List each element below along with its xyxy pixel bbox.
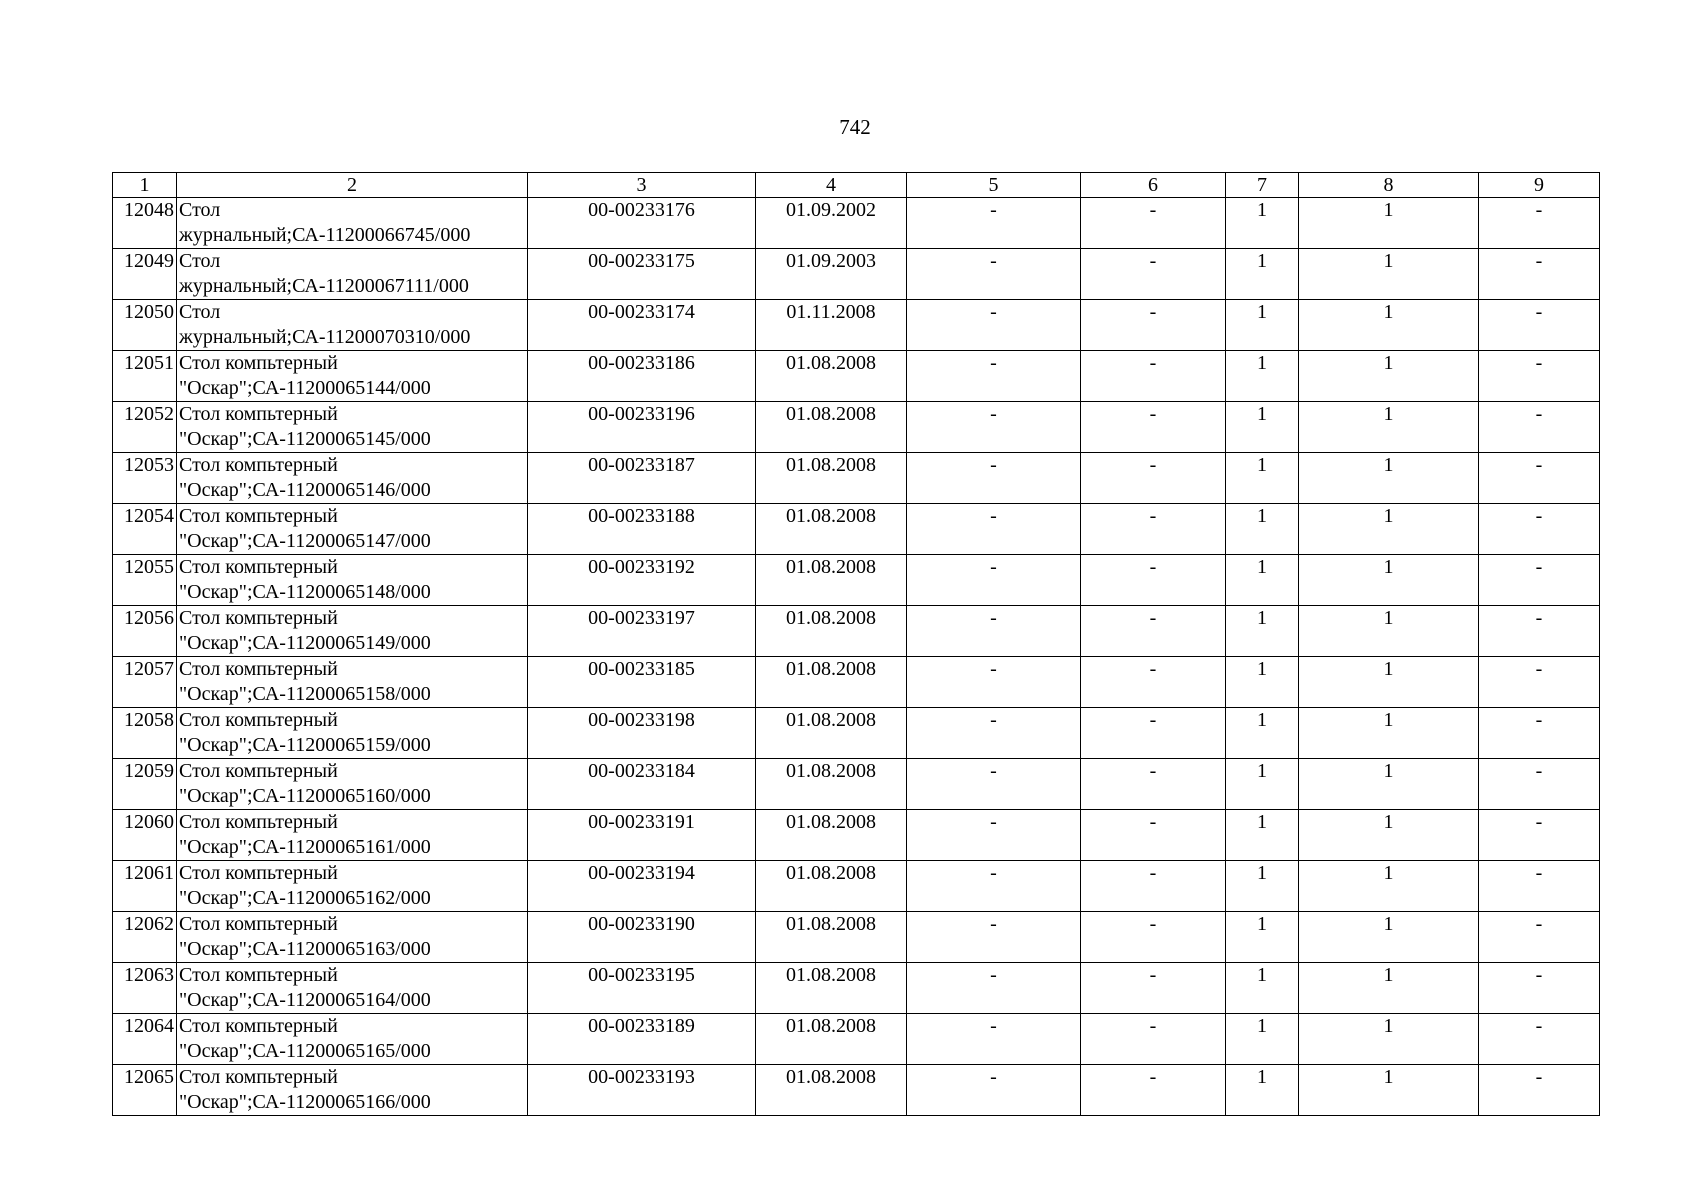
column-9-cell: - xyxy=(1479,504,1600,555)
table-row xyxy=(113,249,1600,300)
column-5-cell: - xyxy=(907,198,1081,249)
item-name-cell xyxy=(177,708,528,759)
table-row xyxy=(113,810,1600,861)
column-8-cell: 1 xyxy=(1299,912,1479,963)
column-5-cell: - xyxy=(907,555,1081,606)
date-cell: 01.08.2008 xyxy=(756,1014,907,1065)
column-9-cell: - xyxy=(1479,912,1600,963)
item-name-cell xyxy=(177,1065,528,1116)
column-8-cell: 1 xyxy=(1299,300,1479,351)
row-number-cell: 12062 xyxy=(113,912,177,963)
item-name-line-1: Стол компьтерный xyxy=(179,1015,338,1037)
column-7-cell: 1 xyxy=(1226,351,1299,402)
column-9-cell: - xyxy=(1479,249,1600,300)
column-header: 5 xyxy=(907,173,1081,198)
row-number-cell: 12051 xyxy=(113,351,177,402)
column-7-cell: 1 xyxy=(1226,453,1299,504)
item-name-cell xyxy=(177,861,528,912)
date-cell: 01.08.2008 xyxy=(756,402,907,453)
column-7-cell: 1 xyxy=(1226,198,1299,249)
date-cell: 01.08.2008 xyxy=(756,759,907,810)
column-7-cell: 1 xyxy=(1226,402,1299,453)
column-8-cell: 1 xyxy=(1299,249,1479,300)
table-row xyxy=(113,606,1600,657)
column-5-cell: - xyxy=(907,810,1081,861)
table-row xyxy=(113,1065,1600,1116)
column-5-cell: - xyxy=(907,759,1081,810)
inventory-code-cell: 00-00233176 xyxy=(528,198,756,249)
item-name-cell xyxy=(177,351,528,402)
column-6-cell: - xyxy=(1081,708,1226,759)
table-row xyxy=(113,555,1600,606)
item-name-line-1: Стол компьтерный xyxy=(179,862,338,884)
row-number-cell: 12065 xyxy=(113,1065,177,1116)
item-name-line-2: "Оскар";СА-11200065164/000 xyxy=(179,989,431,1011)
column-6-cell: - xyxy=(1081,555,1226,606)
item-name-line-2: "Оскар";СА-11200065147/000 xyxy=(179,530,431,552)
item-name-line-2: "Оскар";СА-11200065144/000 xyxy=(179,377,431,399)
column-8-cell: 1 xyxy=(1299,555,1479,606)
date-cell: 01.08.2008 xyxy=(756,912,907,963)
column-6-cell: - xyxy=(1081,1014,1226,1065)
column-6-cell: - xyxy=(1081,606,1226,657)
column-header: 9 xyxy=(1479,173,1600,198)
column-6-cell: - xyxy=(1081,198,1226,249)
column-header: 3 xyxy=(528,173,756,198)
column-9-cell: - xyxy=(1479,453,1600,504)
column-8-cell: 1 xyxy=(1299,759,1479,810)
column-9-cell: - xyxy=(1479,351,1600,402)
inventory-code-cell: 00-00233193 xyxy=(528,1065,756,1116)
item-name-line-2: "Оскар";СА-11200065161/000 xyxy=(179,836,431,858)
column-6-cell: - xyxy=(1081,1065,1226,1116)
column-header: 2 xyxy=(177,173,528,198)
column-7-cell: 1 xyxy=(1226,1014,1299,1065)
row-number-cell: 12048 xyxy=(113,198,177,249)
table-row xyxy=(113,861,1600,912)
column-7-cell: 1 xyxy=(1226,759,1299,810)
item-name-line-1: Стол компьтерный xyxy=(179,454,338,476)
column-9-cell: - xyxy=(1479,861,1600,912)
column-5-cell: - xyxy=(907,861,1081,912)
column-7-cell: 1 xyxy=(1226,606,1299,657)
item-name-cell xyxy=(177,249,528,300)
table-row xyxy=(113,300,1600,351)
column-7-cell: 1 xyxy=(1226,300,1299,351)
row-number-cell: 12050 xyxy=(113,300,177,351)
inventory-code-cell: 00-00233189 xyxy=(528,1014,756,1065)
column-5-cell: - xyxy=(907,606,1081,657)
inventory-code-cell: 00-00233196 xyxy=(528,402,756,453)
column-7-cell: 1 xyxy=(1226,912,1299,963)
item-name-line-2: "Оскар";СА-11200065165/000 xyxy=(179,1040,431,1062)
table-row xyxy=(113,708,1600,759)
item-name-cell xyxy=(177,555,528,606)
column-9-cell: - xyxy=(1479,963,1600,1014)
column-7-cell: 1 xyxy=(1226,249,1299,300)
inventory-code-cell: 00-00233186 xyxy=(528,351,756,402)
column-9-cell: - xyxy=(1479,759,1600,810)
item-name-line-2: "Оскар";СА-11200065160/000 xyxy=(179,785,431,807)
item-name-line-1: Стол компьтерный xyxy=(179,760,338,782)
table-row xyxy=(113,504,1600,555)
inventory-code-cell: 00-00233175 xyxy=(528,249,756,300)
column-6-cell: - xyxy=(1081,453,1226,504)
item-name-line-1: Стол xyxy=(179,301,221,323)
column-9-cell: - xyxy=(1479,606,1600,657)
column-7-cell: 1 xyxy=(1226,708,1299,759)
column-5-cell: - xyxy=(907,1065,1081,1116)
column-9-cell: - xyxy=(1479,198,1600,249)
item-name-cell xyxy=(177,810,528,861)
column-5-cell: - xyxy=(907,708,1081,759)
item-name-line-1: Стол компьтерный xyxy=(179,811,338,833)
column-8-cell: 1 xyxy=(1299,504,1479,555)
inventory-code-cell: 00-00233187 xyxy=(528,453,756,504)
column-header: 4 xyxy=(756,173,907,198)
item-name-line-2: журнальный;СА-11200070310/000 xyxy=(179,326,471,348)
row-number-cell: 12052 xyxy=(113,402,177,453)
column-8-cell: 1 xyxy=(1299,351,1479,402)
item-name-line-1: Стол компьтерный xyxy=(179,505,338,527)
table-row xyxy=(113,351,1600,402)
inventory-code-cell: 00-00233198 xyxy=(528,708,756,759)
item-name-line-2: "Оскар";СА-11200065166/000 xyxy=(179,1091,431,1113)
row-number-cell: 12064 xyxy=(113,1014,177,1065)
column-9-cell: - xyxy=(1479,1065,1600,1116)
item-name-line-2: журнальный;СА-11200066745/000 xyxy=(179,224,471,246)
item-name-line-2: журнальный;СА-11200067111/000 xyxy=(179,275,469,297)
table-row xyxy=(113,759,1600,810)
item-name-line-1: Стол xyxy=(179,250,221,272)
table-row xyxy=(113,657,1600,708)
row-number-cell: 12063 xyxy=(113,963,177,1014)
row-number-cell: 12055 xyxy=(113,555,177,606)
item-name-line-1: Стол xyxy=(179,199,221,221)
item-name-line-1: Стол компьтерный xyxy=(179,607,338,629)
column-9-cell: - xyxy=(1479,708,1600,759)
item-name-cell xyxy=(177,402,528,453)
item-name-line-2: "Оскар";СА-11200065145/000 xyxy=(179,428,431,450)
column-8-cell: 1 xyxy=(1299,1014,1479,1065)
row-number-cell: 12054 xyxy=(113,504,177,555)
date-cell: 01.08.2008 xyxy=(756,351,907,402)
column-7-cell: 1 xyxy=(1226,504,1299,555)
row-number-cell: 12056 xyxy=(113,606,177,657)
column-5-cell: - xyxy=(907,249,1081,300)
inventory-code-cell: 00-00233190 xyxy=(528,912,756,963)
item-name-line-2: "Оскар";СА-11200065148/000 xyxy=(179,581,431,603)
date-cell: 01.08.2008 xyxy=(756,708,907,759)
column-6-cell: - xyxy=(1081,300,1226,351)
column-header: 7 xyxy=(1226,173,1299,198)
column-7-cell: 1 xyxy=(1226,810,1299,861)
column-8-cell: 1 xyxy=(1299,657,1479,708)
column-6-cell: - xyxy=(1081,351,1226,402)
date-cell: 01.08.2008 xyxy=(756,453,907,504)
date-cell: 01.11.2008 xyxy=(756,300,907,351)
item-name-line-1: Стол компьтерный xyxy=(179,913,338,935)
column-6-cell: - xyxy=(1081,504,1226,555)
column-9-cell: - xyxy=(1479,1014,1600,1065)
inventory-code-cell: 00-00233191 xyxy=(528,810,756,861)
item-name-line-1: Стол компьтерный xyxy=(179,352,338,374)
column-8-cell: 1 xyxy=(1299,1065,1479,1116)
row-number-cell: 12049 xyxy=(113,249,177,300)
date-cell: 01.08.2008 xyxy=(756,555,907,606)
column-9-cell: - xyxy=(1479,300,1600,351)
inventory-code-cell: 00-00233192 xyxy=(528,555,756,606)
item-name-line-1: Стол компьтерный xyxy=(179,964,338,986)
column-5-cell: - xyxy=(907,912,1081,963)
date-cell: 01.09.2002 xyxy=(756,198,907,249)
column-header: 6 xyxy=(1081,173,1226,198)
inventory-code-cell: 00-00233185 xyxy=(528,657,756,708)
column-5-cell: - xyxy=(907,300,1081,351)
column-5-cell: - xyxy=(907,453,1081,504)
column-5-cell: - xyxy=(907,402,1081,453)
item-name-line-2: "Оскар";СА-11200065163/000 xyxy=(179,938,431,960)
item-name-line-2: "Оскар";СА-11200065162/000 xyxy=(179,887,431,909)
table-header-row xyxy=(113,173,1600,198)
column-7-cell: 1 xyxy=(1226,861,1299,912)
column-9-cell: - xyxy=(1479,555,1600,606)
column-7-cell: 1 xyxy=(1226,657,1299,708)
column-8-cell: 1 xyxy=(1299,402,1479,453)
column-5-cell: - xyxy=(907,504,1081,555)
column-5-cell: - xyxy=(907,963,1081,1014)
column-6-cell: - xyxy=(1081,657,1226,708)
column-7-cell: 1 xyxy=(1226,963,1299,1014)
table-row xyxy=(113,402,1600,453)
item-name-line-2: "Оскар";СА-11200065149/000 xyxy=(179,632,431,654)
column-8-cell: 1 xyxy=(1299,861,1479,912)
inventory-code-cell: 00-00233194 xyxy=(528,861,756,912)
item-name-cell xyxy=(177,912,528,963)
column-5-cell: - xyxy=(907,1014,1081,1065)
item-name-line-1: Стол компьтерный xyxy=(179,709,338,731)
item-name-cell xyxy=(177,963,528,1014)
date-cell: 01.08.2008 xyxy=(756,810,907,861)
item-name-line-1: Стол компьтерный xyxy=(179,1066,338,1088)
date-cell: 01.08.2008 xyxy=(756,861,907,912)
column-8-cell: 1 xyxy=(1299,606,1479,657)
row-number-cell: 12053 xyxy=(113,453,177,504)
column-6-cell: - xyxy=(1081,912,1226,963)
item-name-cell xyxy=(177,1014,528,1065)
column-5-cell: - xyxy=(907,351,1081,402)
column-9-cell: - xyxy=(1479,402,1600,453)
table-row xyxy=(113,198,1600,249)
column-header: 8 xyxy=(1299,173,1479,198)
row-number-cell: 12057 xyxy=(113,657,177,708)
item-name-line-2: "Оскар";СА-11200065146/000 xyxy=(179,479,431,501)
column-7-cell: 1 xyxy=(1226,1065,1299,1116)
date-cell: 01.08.2008 xyxy=(756,657,907,708)
item-name-cell xyxy=(177,453,528,504)
row-number-cell: 12059 xyxy=(113,759,177,810)
column-8-cell: 1 xyxy=(1299,708,1479,759)
item-name-cell xyxy=(177,198,528,249)
item-name-line-2: "Оскар";СА-11200065159/000 xyxy=(179,734,431,756)
item-name-cell xyxy=(177,300,528,351)
item-name-cell xyxy=(177,504,528,555)
inventory-code-cell: 00-00233174 xyxy=(528,300,756,351)
table-row xyxy=(113,912,1600,963)
date-cell: 01.09.2003 xyxy=(756,249,907,300)
item-name-cell xyxy=(177,606,528,657)
column-8-cell: 1 xyxy=(1299,810,1479,861)
column-6-cell: - xyxy=(1081,963,1226,1014)
column-8-cell: 1 xyxy=(1299,453,1479,504)
table-row xyxy=(113,1014,1600,1065)
item-name-line-1: Стол компьтерный xyxy=(179,658,338,680)
item-name-line-1: Стол компьтерный xyxy=(179,556,338,578)
inventory-code-cell: 00-00233184 xyxy=(528,759,756,810)
inventory-code-cell: 00-00233188 xyxy=(528,504,756,555)
inventory-code-cell: 00-00233197 xyxy=(528,606,756,657)
date-cell: 01.08.2008 xyxy=(756,504,907,555)
column-6-cell: - xyxy=(1081,249,1226,300)
column-7-cell: 1 xyxy=(1226,555,1299,606)
row-number-cell: 12061 xyxy=(113,861,177,912)
inventory-code-cell: 00-00233195 xyxy=(528,963,756,1014)
table-row xyxy=(113,963,1600,1014)
column-8-cell: 1 xyxy=(1299,963,1479,1014)
item-name-cell xyxy=(177,657,528,708)
table-row xyxy=(113,453,1600,504)
column-9-cell: - xyxy=(1479,657,1600,708)
date-cell: 01.08.2008 xyxy=(756,1065,907,1116)
column-6-cell: - xyxy=(1081,861,1226,912)
column-9-cell: - xyxy=(1479,810,1600,861)
page-number: 742 xyxy=(839,115,871,139)
column-5-cell: - xyxy=(907,657,1081,708)
column-6-cell: - xyxy=(1081,759,1226,810)
item-name-line-2: "Оскар";СА-11200065158/000 xyxy=(179,683,431,705)
column-header: 1 xyxy=(113,173,177,198)
column-8-cell: 1 xyxy=(1299,198,1479,249)
item-name-cell xyxy=(177,759,528,810)
column-6-cell: - xyxy=(1081,810,1226,861)
item-name-line-1: Стол компьтерный xyxy=(179,403,338,425)
inventory-table xyxy=(112,172,1600,1116)
date-cell: 01.08.2008 xyxy=(756,606,907,657)
row-number-cell: 12058 xyxy=(113,708,177,759)
column-6-cell: - xyxy=(1081,402,1226,453)
date-cell: 01.08.2008 xyxy=(756,963,907,1014)
row-number-cell: 12060 xyxy=(113,810,177,861)
